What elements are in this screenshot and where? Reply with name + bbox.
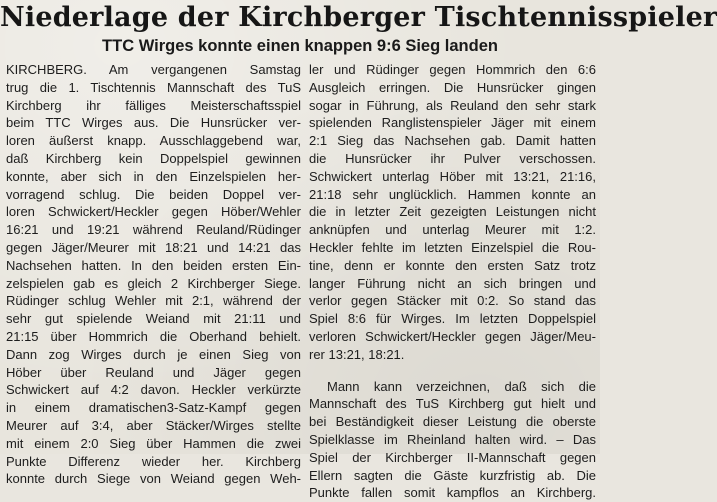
text-line: sogar in Führung, als Reuland den sehr stark — [309, 97, 596, 113]
text-line: konnte, aber sich in den Einzelspielen her- — [6, 168, 301, 184]
text-line: verlor gegen Stäcker mit 0:2. So stand das — [309, 293, 596, 309]
text-line: Mann kann verzeichnen, daß sich die — [327, 378, 596, 394]
text-line: mit einem 2:0 Sieg über Hammen die zwei — [6, 435, 301, 451]
article-subheadline: TTC Wirges konnte einen knappen 9:6 Sieg landen — [102, 37, 498, 55]
text-line: sehr gut spielende Weiand mit 21:11 und — [6, 311, 301, 327]
text-line: Dann zog Wirges durch je einen Sieg von — [6, 346, 301, 362]
text-line: gegen Jäger/Meurer mit 18:21 und 14:21 das — [6, 239, 301, 255]
text-line: spielenden Ranglistenspieler Jäger mit einem — [309, 115, 596, 131]
article-column-left — [6, 61, 301, 488]
text-line: tine, denn er konnte den ersten Satz trotz — [309, 257, 596, 273]
text-line: Schwickert auf 4:2 davon. Heckler verkürzte — [6, 382, 301, 398]
text-line: Kirchberg ihr fälliges Meisterschaftsspiel — [6, 97, 301, 113]
text-line: ler und Rüdinger gegen Hommrich den 6:6 — [309, 62, 596, 77]
text-line: trug die 1. Tischtennis Mannschaft des TuS — [6, 79, 301, 95]
text-line: die Hunsrücker ihr Pulver verschossen. — [309, 150, 596, 166]
text-line: Spiel der Kirchberger II-Mannschaft gegen — [309, 449, 596, 465]
text-line: loren Schwickert/Heckler gegen Höber/Wehler — [6, 204, 301, 220]
text-line: verloren Schwickert/Heckler gegen Jäger/Meu- — [309, 328, 596, 344]
text-line: Spiel 8:6 für Wirges. Im letzten Doppelspiel — [309, 311, 596, 327]
text-line: zelspielen gab es gleich 2 Kirchberger Siege. — [6, 275, 301, 291]
text-line: 16:21 und 19:21 während Reuland/Rüdinger — [6, 222, 301, 238]
text-line: Nachsehen hatten. In den beiden ersten Ein- — [6, 257, 301, 273]
paragraph-gap — [309, 364, 596, 378]
text-line: vorragend schlug. Die beiden Doppel ver- — [6, 186, 301, 202]
text-line: Rüdinger schlug Wehler mit 2:1, während der — [6, 293, 301, 309]
text-line: bei Beständigkeit dieser Leistung die oberste — [309, 414, 596, 430]
text-line: loren äußerst knapp. Ausschlaggebend war, — [6, 133, 301, 149]
text-line: 21:15 über Hommrich die Oberhand behielt. — [6, 328, 301, 344]
text-line: daß Kirchberg kein Doppelspiel gewinnen — [6, 150, 301, 166]
text-line: Ausgleich erringen. Die Hunsrücker gingen — [309, 79, 596, 95]
text-line: Höber über Reuland und Jäger gegen — [6, 364, 301, 380]
article-paragraph-1 — [309, 61, 596, 364]
text-line: 2:1 Sieg das Nachsehen gab. Damit hatten — [309, 133, 596, 149]
text-line: Ellern sagten die Gäste kurzfristig ab. Die — [309, 467, 596, 483]
article-column-right — [309, 61, 596, 502]
text-line: KIRCHBERG. Am vergangenen Samstag — [6, 62, 301, 77]
text-line: konnte durch Siege von Weiand gegen Weh- — [6, 471, 301, 487]
text-line: anknüpfen und unterlag Meurer mit 1:2. — [309, 222, 596, 238]
text-line: Heckler fehlte im letzten Einzelspiel die Rou- — [309, 239, 596, 255]
text-line: Spielklasse im Rheinland halten wird. – Das — [309, 431, 596, 447]
text-line: 21:18 sehr unglücklich. Hammen konnte an — [309, 186, 596, 202]
text-line: die in letzter Zeit gezeigten Leistungen nicht — [309, 204, 596, 220]
text-line: Punkte Differenz wieder her. Kirchberg — [6, 453, 301, 469]
text-line: in einem dramatischen3-Satz-Kampf gegen — [6, 400, 301, 416]
text-line: langer Führung nicht an sich bringen und — [309, 275, 596, 291]
text-line: Mannschaft des TuS Kirchberg gut hielt und — [309, 396, 596, 412]
text-line: Meurer auf 3:4, aber Stäcker/Wirges stellte — [6, 417, 301, 433]
text-line: Punkte fallen somit kampflos an Kirchberg. — [309, 485, 596, 501]
article-paragraph-2 — [309, 378, 596, 502]
article-headline: Niederlage der Kirchberger Tischtennisspieler — [0, 2, 717, 33]
text-line: Schwickert unterlag Höber mit 13:21, 21:16, — [309, 168, 596, 184]
text-line: rer 13:21, 18:21. — [309, 346, 405, 362]
text-line: beim TTC Wirges aus. Die Hunsrücker ver- — [6, 115, 301, 131]
